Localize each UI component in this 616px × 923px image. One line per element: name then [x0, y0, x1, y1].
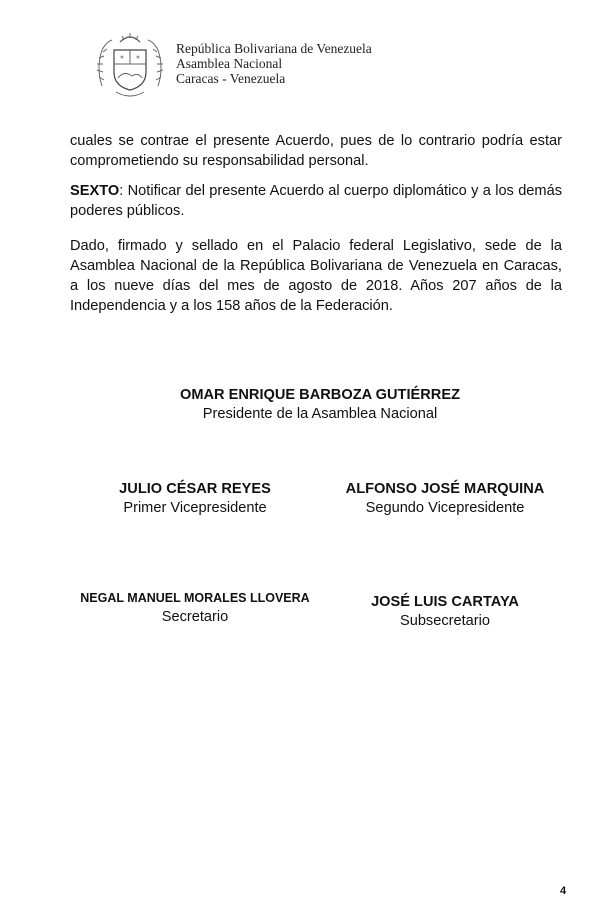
paragraph-sexto	[70, 181, 562, 221]
paragraph-text: cuales se contrae el presente Acuerdo, pues de lo contrario podría estar comprometiendo su responsabilidad personal.	[70, 133, 562, 169]
signatory-name: NEGAL MANUEL MORALES LLOVERA	[80, 591, 310, 605]
page-number: 4	[560, 885, 567, 897]
paragraph-closing	[70, 236, 562, 316]
article-text: : Notificar del presente Acuerdo al cuerpo diplomático y a los demás poderes públicos.	[70, 183, 562, 219]
article-label: SEXTO	[70, 183, 120, 199]
header-line-country: República Bolivariana de Venezuela	[176, 41, 372, 56]
paragraph-continuation	[70, 131, 562, 171]
header-text	[176, 41, 372, 86]
signatory-title: Subsecretario	[399, 613, 491, 629]
header-line-city: Caracas - Venezuela	[176, 71, 286, 86]
signatory-name: OMAR ENRIQUE BARBOZA GUTIÉRREZ	[180, 387, 460, 403]
signature-first-vicepresident	[80, 480, 310, 518]
coat-of-arms-seal-icon	[92, 28, 168, 104]
signature-subsecretary	[330, 593, 560, 631]
signatory-title: Primer Vicepresidente	[123, 500, 267, 516]
signature-second-vicepresident	[330, 480, 560, 518]
signatory-title: Presidente de la Asamblea Nacional	[202, 406, 438, 422]
signatory-title: Segundo Vicepresidente	[365, 500, 525, 516]
signatory-name: ALFONSO JOSÉ MARQUINA	[345, 481, 545, 497]
signatory-name: JULIO CÉSAR REYES	[119, 481, 271, 497]
signature-president	[120, 386, 520, 424]
document-header	[92, 28, 572, 108]
signatory-title: Secretario	[161, 609, 229, 625]
closing-text: Dado, firmado y sellado en el Palacio federal Legislativo, sede de la Asamblea Nacional de la República Bolivariana de Venezuela en Caracas, a los nueve días del mes de agosto de 2018. Años 207 años de la Independencia y a los 158 años de la Federación.	[70, 238, 562, 314]
signature-secretary	[60, 589, 330, 627]
header-line-institution: Asamblea Nacional	[176, 56, 283, 71]
signatory-name: JOSÉ LUIS CARTAYA	[371, 594, 519, 610]
